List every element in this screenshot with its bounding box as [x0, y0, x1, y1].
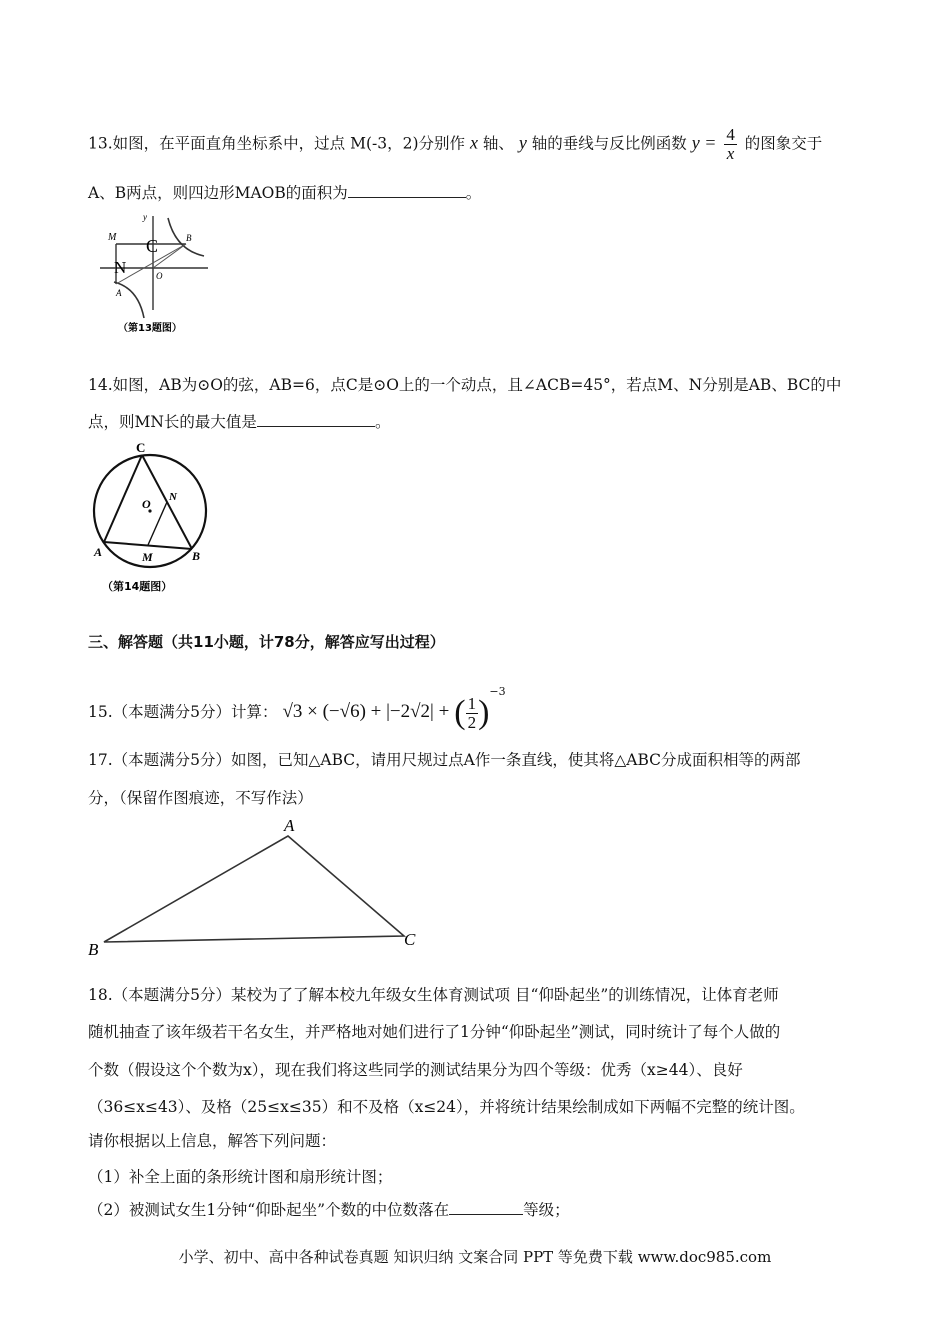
q18-sub2-end: 等级；	[523, 1201, 570, 1219]
q13-figure	[98, 210, 213, 335]
q13-text-a: 13.如图，在平面直角坐标系中，过点 M(-3，2)分别作	[88, 134, 466, 153]
q17-label-a: A	[284, 816, 295, 835]
q14-segment-mn	[148, 502, 167, 545]
q14-line2	[88, 410, 390, 434]
q14-line1	[88, 373, 841, 397]
q14-chord-ca	[104, 455, 142, 542]
q14-label-a: A	[94, 545, 103, 559]
q14-text-line2-end: 。	[374, 413, 391, 431]
q18-line3: 个数（假设这个个数为x），现在我们将这些同学的测试结果分为四个等级：优秀（x≥44）、良好	[88, 1061, 743, 1079]
q14-label-m: M	[142, 550, 153, 564]
q17-label-b: B	[88, 940, 99, 959]
q13-label-a: A	[116, 288, 122, 298]
q13-func-lhs: y =	[691, 132, 717, 153]
q14-answer-blank[interactable]	[257, 410, 375, 427]
q14-label-n: N	[169, 491, 177, 503]
q13-frac-den: x	[726, 144, 735, 163]
q17-triangle-abc	[104, 836, 404, 942]
q15-half-fraction	[466, 695, 479, 732]
q15-prefix: 15.（本题满分5分）计算：	[88, 703, 278, 721]
q15-half-num: 1	[467, 693, 477, 713]
q17-figure	[84, 815, 424, 960]
q13-line1	[88, 126, 822, 163]
q18-sub2-text: （2）被测试女生1分钟“仰卧起坐”个数的中位数落在	[88, 1201, 450, 1219]
q13-label-c: C	[146, 236, 159, 256]
q17-line1	[88, 748, 801, 772]
q13-text-d: 的图象交于	[744, 134, 823, 153]
q15-line	[88, 680, 506, 732]
q14-figure	[88, 440, 218, 595]
q14-text-line1: 14.如图，AB为⊙O的弦，AB=6，点C是⊙O上的一个动点，且∠ACB=45°，若点M、N分别是AB、BC的中	[88, 376, 842, 394]
q13-text-line2: A、B两点，则四边形MAOB的面积为	[88, 184, 348, 202]
q13-text-line2-end: 。	[465, 184, 482, 202]
q18-line2: 随机抽查了该年级若干名女生，并严格地对她们进行了1分钟“仰卧起坐”测试，同时统计了每个人做的	[88, 1023, 781, 1041]
q13-frac-num: 4	[726, 125, 735, 144]
q15-expression: √3 × (−√6) + |−2√2| +	[282, 701, 450, 722]
page-footer: 小学、初中、高中各种试卷真题 知识归纳 文案合同 PPT 等免费下载 www.doc985.com	[178, 1248, 772, 1266]
q18-line1: 18.（本题满分5分）某校为了了解本校九年级女生体育测试项 目“仰卧起坐”的训练情况，让体育老师	[88, 986, 779, 1004]
q18-line4: （36≤x≤43）、及格（25≤x≤35）和不及格（x≤24），并将统计结果绘制成如下两幅不完整的统计图。	[88, 1098, 805, 1116]
q14-text-line2: 点，则MN长的最大值是	[88, 413, 257, 431]
q13-label-o: O	[156, 271, 163, 281]
q17-line2	[88, 786, 313, 810]
q15-half-den: 2	[467, 712, 477, 732]
q13-label-b: B	[186, 233, 192, 243]
q13-label-n: N	[114, 258, 127, 277]
q18-line5: 请你根据以上信息，解答下列问题：	[88, 1132, 337, 1150]
q17-text-line2: 分，（保留作图痕迹，不写作法）	[88, 789, 313, 807]
q13-x-var: x	[469, 132, 478, 153]
q15-exponent: −3	[489, 685, 506, 698]
q14-label-c: C	[136, 440, 146, 455]
q18-line6: （1）补全上面的条形统计图和扇形统计图；	[88, 1168, 393, 1186]
q13-y-var: y	[518, 132, 527, 153]
q14-label-b: B	[192, 549, 201, 563]
q13-fraction	[724, 126, 737, 163]
q13-label-y: y	[143, 212, 147, 222]
q13-text-c: 轴的垂线与反比例函数	[531, 134, 687, 153]
q14-label-o: O	[142, 497, 151, 511]
q15-right-paren: )	[478, 694, 490, 731]
q13-line2	[88, 181, 481, 205]
q14-figure-caption: （第14题图）	[102, 580, 173, 593]
q17-label-c: C	[404, 930, 416, 949]
q13-text-b: 轴、	[482, 134, 514, 153]
q18-sub2	[88, 1198, 570, 1222]
q17-text-line1: 17.（本题满分5分）如图，已知△ABC，请用尺规过点A作一条直线，使其将△ABC分成面积相等的两部	[88, 751, 801, 769]
q13-figure-caption: （第13题图）	[118, 323, 182, 334]
section3-heading: 三、解答题（共11小题，计78分，解答应写出过程）	[88, 633, 445, 651]
q14-chord-ab	[104, 542, 192, 549]
q13-label-m: M	[108, 232, 117, 243]
q13-answer-blank[interactable]	[348, 181, 466, 198]
q15-left-paren: (	[454, 694, 466, 731]
q18-answer-blank[interactable]	[449, 1198, 523, 1215]
